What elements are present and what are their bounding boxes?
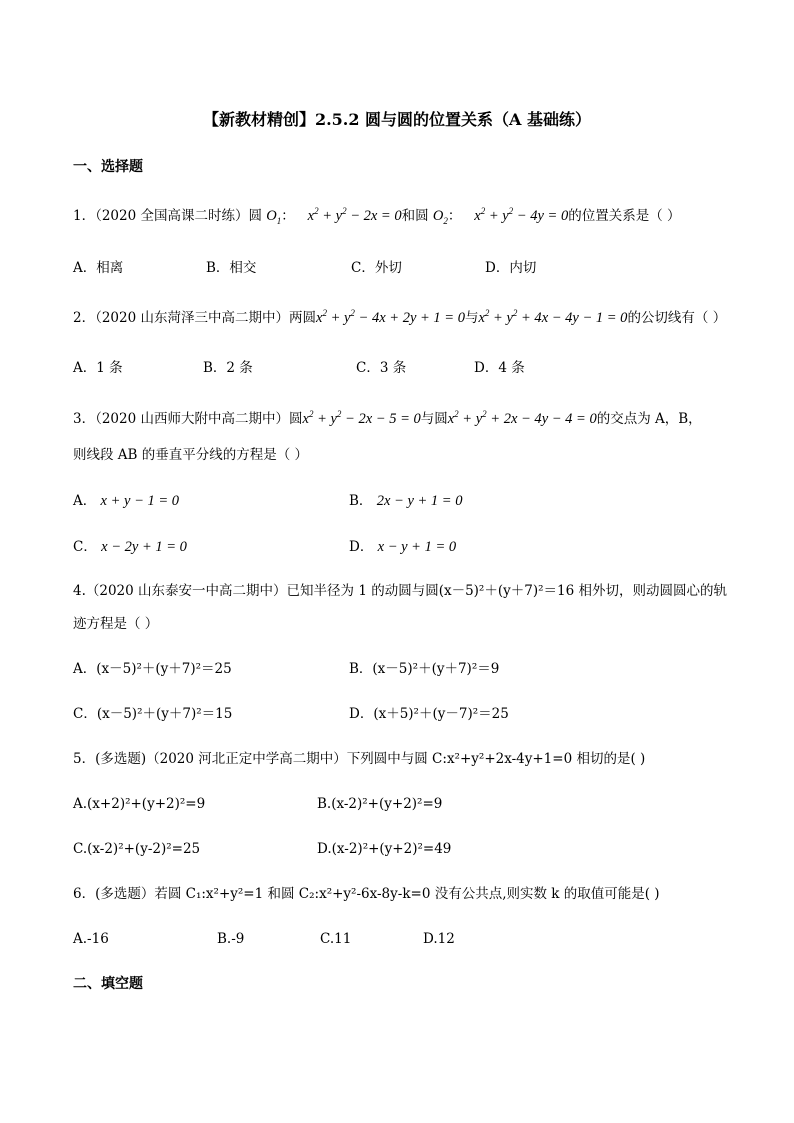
question-5: 5．(多选题)（2020 河北正定中学高二期中）下列圆中与圆 C:x²+y²+2x-4y+1=0 相切的是( ) [73,751,646,767]
q1-option-b: B．相交 [206,260,257,276]
q4-option-d: D．(x＋5)²＋(y－7)²＝25 [349,706,509,722]
question-2-tail: 的公切线有（ ） [627,310,727,326]
question-2-connector: 与 [464,310,479,326]
question-3-equation-2: $x^2 + y^2 + 2x - 4y - 4 = 0$ [447,409,597,427]
q3-option-b-equation: 2x − y + 1 = 0 [376,493,463,509]
question-1-circle-o2: $O_2$ [432,208,448,226]
q6-option-a: A.-16 [73,931,109,947]
q3-option-b: B． 2x − y + 1 = 0 [349,493,463,509]
question-1-equation-1: $x^2 + y^2 - 2x = 0$ [307,206,402,224]
question-1-equation-2: $x^2 + y^2 - 4y = 0$ [474,206,569,224]
q3-option-c: C． x − 2y + 1 = 0 [73,539,187,555]
question-3-tail: 的交点为 A，B， [596,411,702,427]
q6-option-c: C.11 [320,931,352,947]
question-4-line-2: 迹方程是（ ） [73,616,159,632]
question-1-circle-o1: $O_1$ [266,208,282,226]
q6-option-b: B.-9 [217,931,245,947]
section-heading-fill-blank: 二、填空题 [73,976,143,992]
question-6: 6．(多选题）若圆 C₁:x²+y²=1 和圆 C₂:x²+y²-6x-8y-k=0 没有公共点,则实数 k 的取值可能是( ) [73,886,660,902]
question-3-equation-1: $x^2 + y^2 - 2x - 5 = 0$ [302,409,421,427]
question-3-line-2: 则线段 AB 的垂直平分线的方程是（ ） [73,447,309,463]
q2-option-b: B．2 条 [203,360,253,376]
q1-option-a: A．相离 [73,260,124,276]
question-1: 1．（2020 全国高课二时练）圆 $O_1$： $x^2 + y^2 - 2x = 0$和圆 $O_2$： $x^2 + y^2 - 4y = 0$的位置关系是（ ） [73,206,681,226]
q5-option-c: C.(x-2)²+(y-2)²=25 [73,841,201,857]
page-title: 【新教材精创】2.5.2 圆与圆的位置关系（A 基础练） [202,110,592,129]
question-1-tail: 的位置关系是（ ） [568,208,681,224]
question-3-connector: 与圆 [420,411,448,427]
question-3 [73,410,702,428]
section-heading-choice: 一、选择题 [73,159,143,175]
q2-option-d: D．4 条 [474,360,525,376]
q4-option-b: B．(x－5)²＋(y＋7)²＝9 [349,661,500,677]
q3-option-d: D． x − y + 1 = 0 [349,539,457,555]
q2-option-c: C．3 条 [356,360,407,376]
q4-option-a: A．(x－5)²＋(y＋7)²＝25 [73,661,232,677]
question-2-equation-2: $x^2 + y^2 + 4x - 4y - 1 = 0$ [478,308,628,326]
q5-option-b: B.(x-2)²+(y+2)²=9 [317,796,443,812]
q4-option-c: C．(x－5)²＋(y＋7)²＝15 [73,706,233,722]
question-3-stem: 3．（2020 山西师大附中高二期中）圆 [73,411,303,427]
q6-option-d: D.12 [423,931,455,947]
q5-option-a: A.(x+2)²+(y+2)²=9 [73,796,206,812]
question-2 [73,309,726,327]
question-2-equation-1: $x^2 + y^2 - 4x + 2y + 1 = 0$ [316,308,465,326]
question-1-connector: 和圆 [401,208,433,224]
question-4-line-1: 4.（2020 山东泰安一中高二期中）已知半径为 1 的动圆与圆(x－5)²＋(y＋7)²＝16 相外切，则动圆圆心的轨 [73,583,727,599]
q3-option-d-equation: x − y + 1 = 0 [377,539,457,555]
q5-option-d: D.(x-2)²+(y+2)²=49 [317,841,452,857]
question-1-stem: 1．（2020 全国高课二时练）圆 [73,208,267,224]
q2-option-a: A．1 条 [73,360,123,376]
q1-option-d: D．内切 [485,260,537,276]
question-2-stem: 2．（2020 山东菏泽三中高二期中）两圆 [73,310,316,326]
q3-option-a-equation: x + y − 1 = 0 [100,493,180,509]
q1-option-c: C．外切 [351,260,402,276]
q3-option-c-equation: x − 2y + 1 = 0 [101,539,187,555]
q3-option-a: A． x + y − 1 = 0 [73,493,180,509]
